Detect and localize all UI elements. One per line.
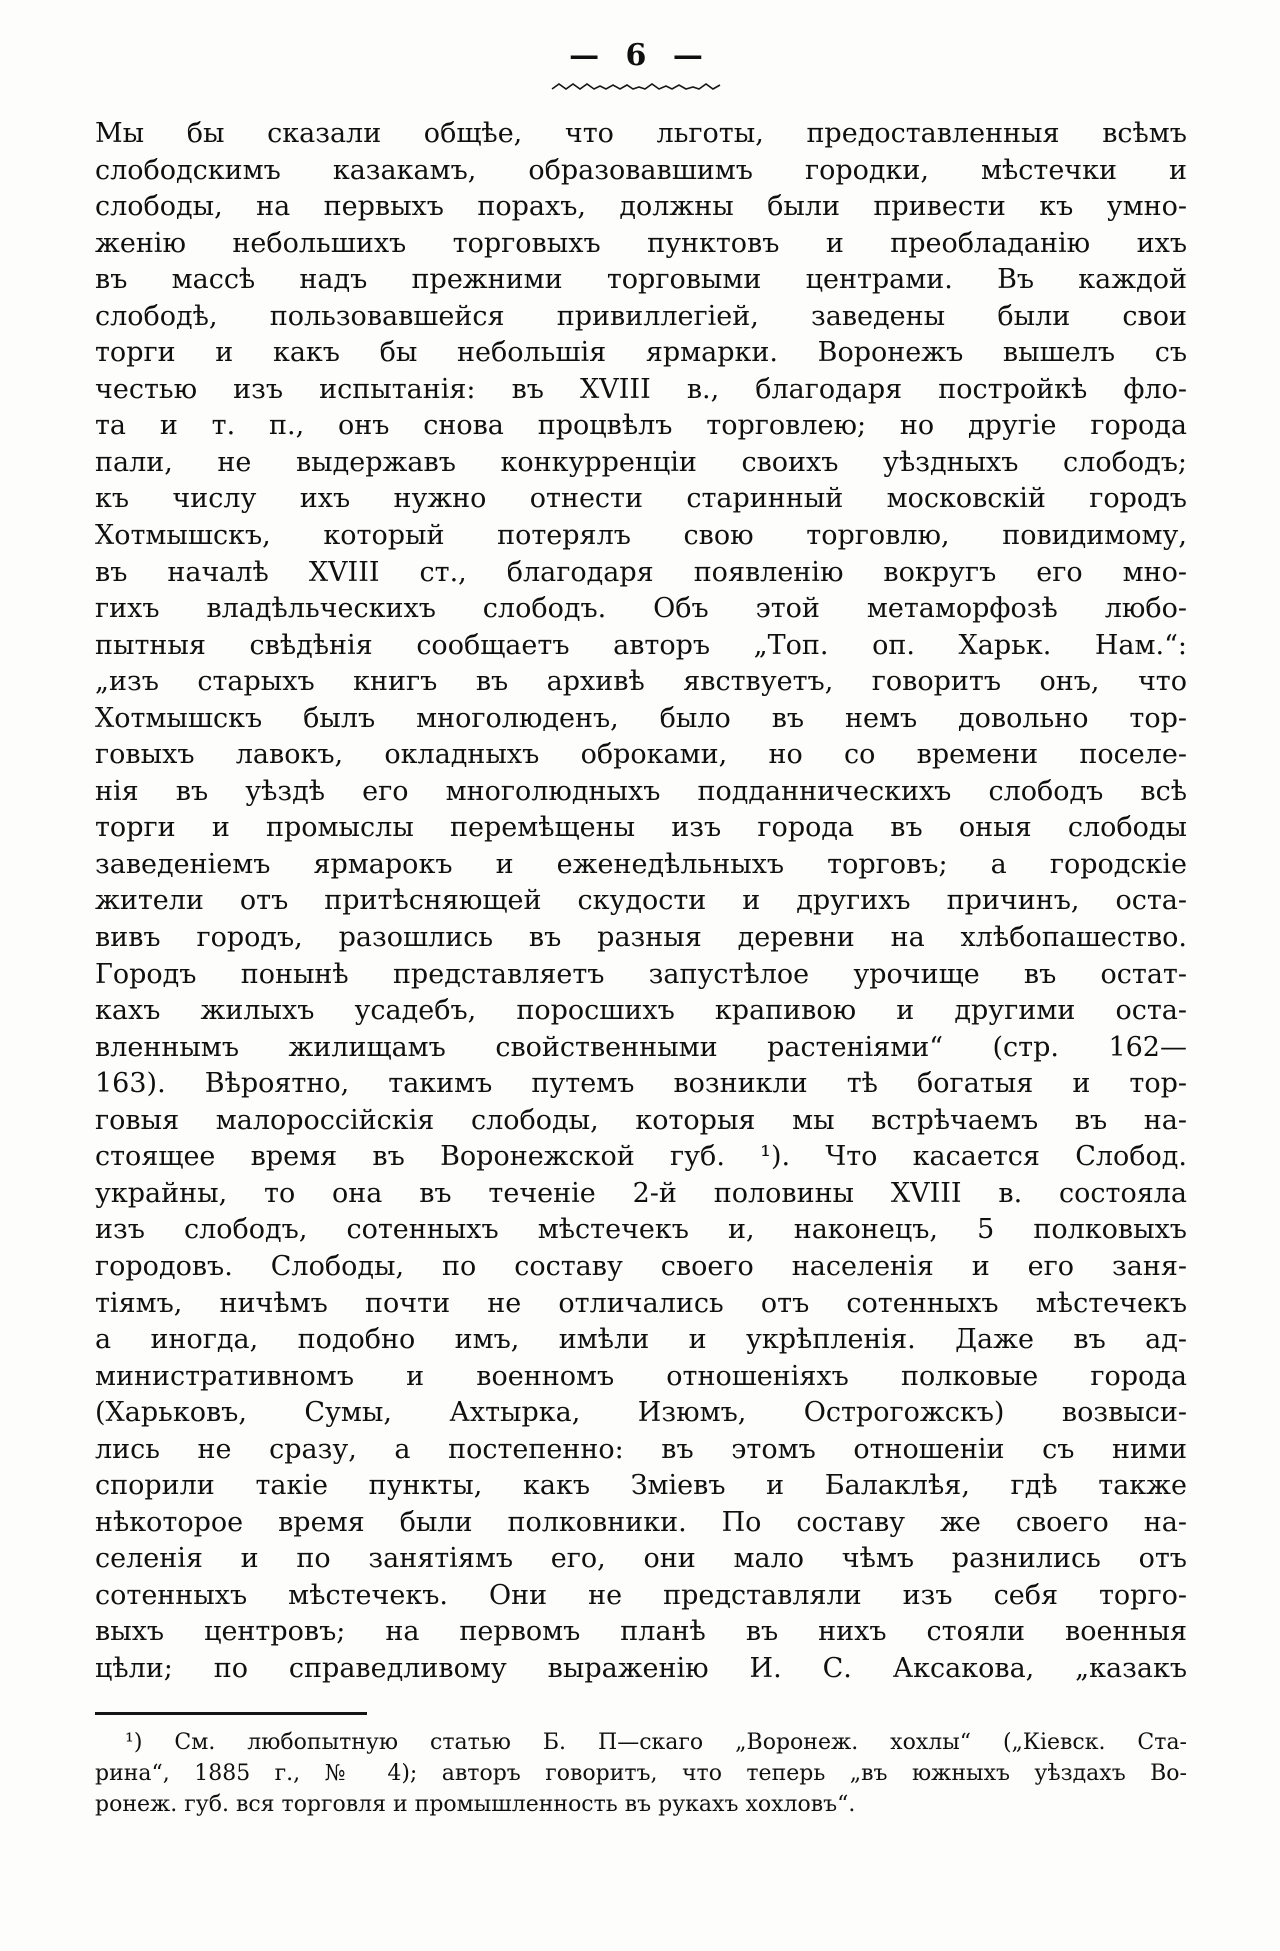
footnote-line: ¹) См. любопытную статью Б. П—скаго „Воронеж. хохлы“ („Кіевск. Ста- xyxy=(125,1730,1187,1755)
text-line: цѣли; по справедливому выраженію И. С. Аксакова, „казакъ xyxy=(95,1652,1187,1684)
text-line: къ числу ихъ нужно отнести старинный московскій городъ xyxy=(95,483,1187,515)
text-line: „изъ старыхъ книгъ въ архивѣ явствуетъ, говоритъ онъ, что xyxy=(95,666,1187,698)
text-line: нія въ уѣздѣ его многолюдныхъ подданническихъ слободъ всѣ xyxy=(95,775,1187,807)
text-line: торги и промыслы перемѣщены изъ города въ оныя слободы xyxy=(95,812,1187,844)
text-line: спорили такіе пункты, какъ Зміевъ и Балаклѣя, гдѣ также xyxy=(95,1470,1187,1502)
text-line: лись не сразу, а постепенно: въ этомъ отношеніи съ ними xyxy=(95,1433,1187,1465)
text-line: торги и какъ бы небольшія ярмарки. Воронежъ вышелъ съ xyxy=(95,337,1187,369)
text-line: женію небольшихъ торговыхъ пунктовъ и преобладанію ихъ xyxy=(95,227,1187,259)
text-line: Хотмышскъ былъ многолюденъ, было въ немъ довольно тор- xyxy=(95,702,1187,734)
text-line: нѣкоторое время были полковники. По составу же своего на- xyxy=(95,1506,1187,1538)
text-line: въ массѣ надъ прежними торговыми центрами. Въ каждой xyxy=(95,264,1187,296)
text-line: (Харьковъ, Сумы, Ахтырка, Изюмъ, Острогожскъ) возвыси- xyxy=(95,1397,1187,1429)
text-line: вленнымъ жилищамъ свойственными растеніями“ (стр. 162— xyxy=(95,1031,1187,1063)
text-line: въ началѣ XVIII ст., благодаря появленію вокругъ его мно- xyxy=(95,556,1187,588)
text-line: Городъ понынѣ представляетъ запустѣлое урочище въ остат- xyxy=(95,958,1187,990)
text-line: говыя малороссійскія слободы, которыя мы встрѣчаемъ въ на- xyxy=(95,1104,1187,1136)
text-line: гихъ владѣльческихъ слободъ. Объ этой метаморфозѣ любо- xyxy=(95,593,1187,625)
page-number: — 6 — xyxy=(569,38,711,73)
footnote-separator xyxy=(95,1712,367,1715)
text-line: Мы бы сказали общѣе, что льготы, предоставленныя всѣмъ xyxy=(95,118,1187,149)
text-line: тіямъ, ничѣмъ почти не отличались отъ сотенныхъ мѣстечекъ xyxy=(95,1287,1187,1319)
text-line: честью изъ испытанія: въ XVIII в., благодаря постройкѣ фло- xyxy=(95,373,1187,405)
text-line: министративномъ и военномъ отношеніяхъ полковые города xyxy=(95,1360,1187,1392)
text-line: слободѣ, пользовавшейся привиллегіей, заведены были свои xyxy=(95,300,1187,332)
text-line: выхъ центровъ; на первомъ планѣ въ нихъ стояли военныя xyxy=(95,1616,1187,1648)
text-line: сотенныхъ мѣстечекъ. Они не представляли изъ себя торго- xyxy=(95,1579,1187,1611)
squiggle-ornament-icon xyxy=(550,80,722,94)
text-line: пали, не выдержавъ конкурренціи своихъ уѣздныхъ слободъ; xyxy=(95,446,1187,478)
text-line: вивъ городъ, разошлись въ разныя деревни на хлѣбопашество. xyxy=(95,922,1187,954)
text-line: та и т. п., онъ снова процвѣлъ торговлею; но другіе города xyxy=(95,410,1187,442)
text-line: городовъ. Слободы, по составу своего населенія и его заня- xyxy=(95,1250,1187,1282)
text-line: жители отъ притѣсняющей скудости и другихъ причинъ, оста- xyxy=(95,885,1187,917)
text-line: слободы, на первыхъ порахъ, должны были привести къ умно- xyxy=(95,191,1187,223)
text-line: говыхъ лавокъ, окладныхъ оброками, но со времени поселе- xyxy=(95,739,1187,771)
text-line: а иногда, подобно имъ, имѣли и укрѣпленія. Даже въ ад- xyxy=(95,1324,1187,1356)
text-line: 163). Вѣроятно, такимъ путемъ возникли тѣ богатыя и тор- xyxy=(95,1068,1187,1100)
text-line: кахъ жилыхъ усадебъ, поросшихъ крапивою и другими оста- xyxy=(95,995,1187,1027)
text-line: Хотмышскъ, который потерялъ свою торговлю, повидимому, xyxy=(95,520,1187,552)
footnote-block xyxy=(95,1727,1187,1820)
text-line: заведеніемъ ярмарокъ и еженедѣльныхъ торговъ; а городскіе xyxy=(95,848,1187,880)
text-line: стоящее время въ Воронежской губ. ¹). Что касается Слобод. xyxy=(95,1141,1187,1173)
text-line: изъ слободъ, сотенныхъ мѣстечекъ и, наконецъ, 5 полковыхъ xyxy=(95,1214,1187,1246)
text-line: пытныя свѣдѣнія сообщаетъ авторъ „Топ. оп. Харьк. Нам.“: xyxy=(95,629,1187,661)
footnote-line: ронеж. губ. вся торговля и промышленность въ рукахъ хохловъ“. xyxy=(95,1792,856,1817)
main-text-block xyxy=(95,116,1187,1688)
footnote-line: рина“, 1885 г., № 4); авторъ говоритъ, что теперь „въ южныхъ уѣздахъ Во- xyxy=(95,1761,1187,1786)
text-line: слободскимъ казакамъ, образовавшимъ городки, мѣстечки и xyxy=(95,154,1187,186)
text-line: селенія и по занятіямъ его, они мало чѣмъ разнились отъ xyxy=(95,1543,1187,1575)
text-line: украйны, то она въ теченіе 2-й половины XVIII в. состояла xyxy=(95,1177,1187,1209)
